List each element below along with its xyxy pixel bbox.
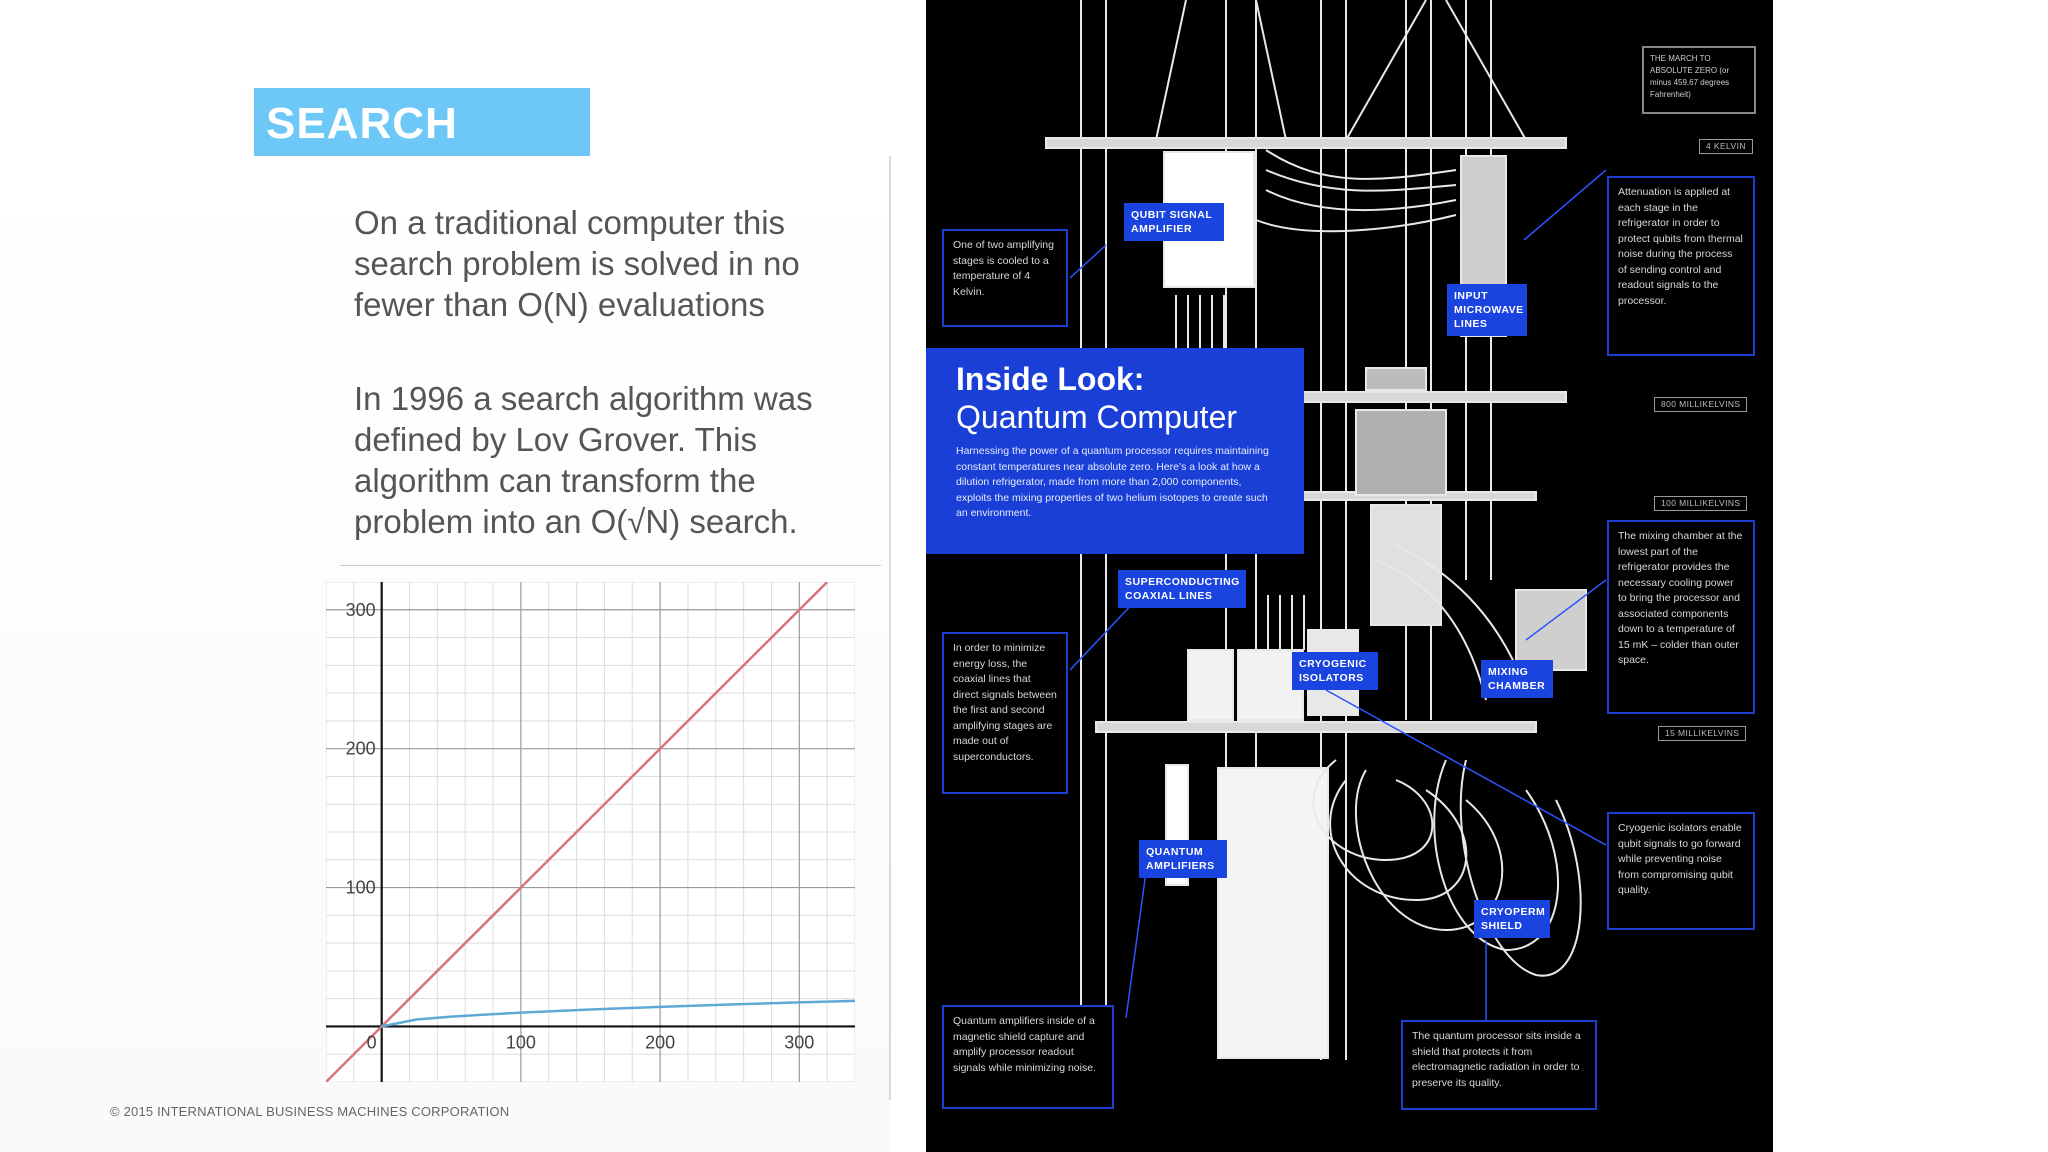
chart-minor-grid [326, 582, 855, 1082]
horizontal-divider [340, 565, 881, 566]
march-to-absolute-zero-note: THE MARCH TO ABSOLUTE ZERO (or minus 459.67 degrees Fahrenheit) [1642, 46, 1756, 114]
note-cryogenic-isolators: Cryogenic isolators enable qubit signals to go forward while preventing noise from compromising qubit quality. [1607, 812, 1755, 930]
kelvin-label-100mk: 100 MILLIKELVINS [1654, 496, 1747, 511]
y-tick-label: 200 [345, 738, 376, 759]
complexity-chart [326, 582, 855, 1082]
note-mixing-chamber: The mixing chamber at the lowest part of the refrigerator provides the necessary cooling power to bring the processor and associated components down to a temperature of 15 mK – colder than outer space. [1607, 520, 1755, 714]
y-tick-label: 100 [345, 877, 376, 898]
slide-title: SEARCH [254, 88, 590, 156]
kelvin-label-15mk: 15 MILLIKELVINS [1658, 726, 1746, 741]
note-amplifying-stages: One of two amplifying stages is cooled to a temperature of 4 Kelvin. [942, 229, 1068, 327]
tag-input-microwave-lines: INPUT MICROWAVE LINES [1447, 284, 1527, 336]
tag-quantum-amplifiers: QUANTUM AMPLIFIERS [1139, 840, 1227, 878]
tag-cryogenic-isolators: CRYOGENIC ISOLATORS [1292, 652, 1378, 690]
x-tick-label: 100 [505, 1032, 536, 1053]
paragraph-grover-algorithm: In 1996 a search algorithm was defined by Lov Grover. This algorithm can transform the problem into an O(√N) search. [354, 380, 813, 540]
tag-superconducting-coaxial-lines: SUPERCONDUCTING COAXIAL LINES [1118, 570, 1246, 608]
x-tick-label: 200 [645, 1032, 676, 1053]
quantum-computer-poster [926, 0, 1773, 1152]
tag-qubit-signal-amplifier: QUBIT SIGNAL AMPLIFIER [1124, 203, 1224, 241]
paragraph-traditional-search: On a traditional computer this search problem is solved in no fewer than O(N) evaluations [354, 204, 800, 323]
note-coaxial-lines: In order to minimize energy loss, the coaxial lines that direct signals between the first and second amplifying stages are made out of superconductors. [942, 632, 1068, 794]
kelvin-label-4k: 4 KELVIN [1699, 139, 1753, 154]
poster-subtitle: Quantum Computer [956, 399, 1238, 435]
kelvin-label-800mk: 800 MILLIKELVINS [1654, 397, 1747, 412]
poster-title: Inside Look: [956, 361, 1145, 397]
note-quantum-amplifiers: Quantum amplifiers inside of a magnetic shield capture and amplify processor readout signals while minimizing noise. [942, 1005, 1114, 1109]
tag-cryoperm-shield: CRYOPERM SHIELD [1474, 900, 1550, 938]
series-line-2 [382, 1001, 855, 1027]
chart-svg [326, 582, 855, 1082]
y-tick-label: 300 [345, 599, 376, 620]
tag-mixing-chamber: MIXING CHAMBER [1481, 660, 1553, 698]
x-tick-label: 300 [784, 1032, 815, 1053]
inside-look-panel [926, 348, 1304, 554]
vertical-divider [889, 156, 891, 1100]
note-attenuation: Attenuation is applied at each stage in the refrigerator in order to protect qubits from thermal noise during the process of sending control and readout signals to the processor. [1607, 176, 1755, 356]
poster-description: Harnessing the power of a quantum processor requires maintaining constant temperatures near absolute zero. Here’s a look at how a dilution refrigerator, made from more than 2,000 components, exploits the mixing properties of two helium isotopes to create such an environment. [956, 445, 1269, 519]
copyright-notice: © 2015 INTERNATIONAL BUSINESS MACHINES CORPORATION [110, 1104, 510, 1119]
note-quantum-processor: The quantum processor sits inside a shield that protects it from electromagnetic radiation in order to preserve its quality. [1401, 1020, 1597, 1110]
x-tick-label: 0 [366, 1032, 377, 1053]
